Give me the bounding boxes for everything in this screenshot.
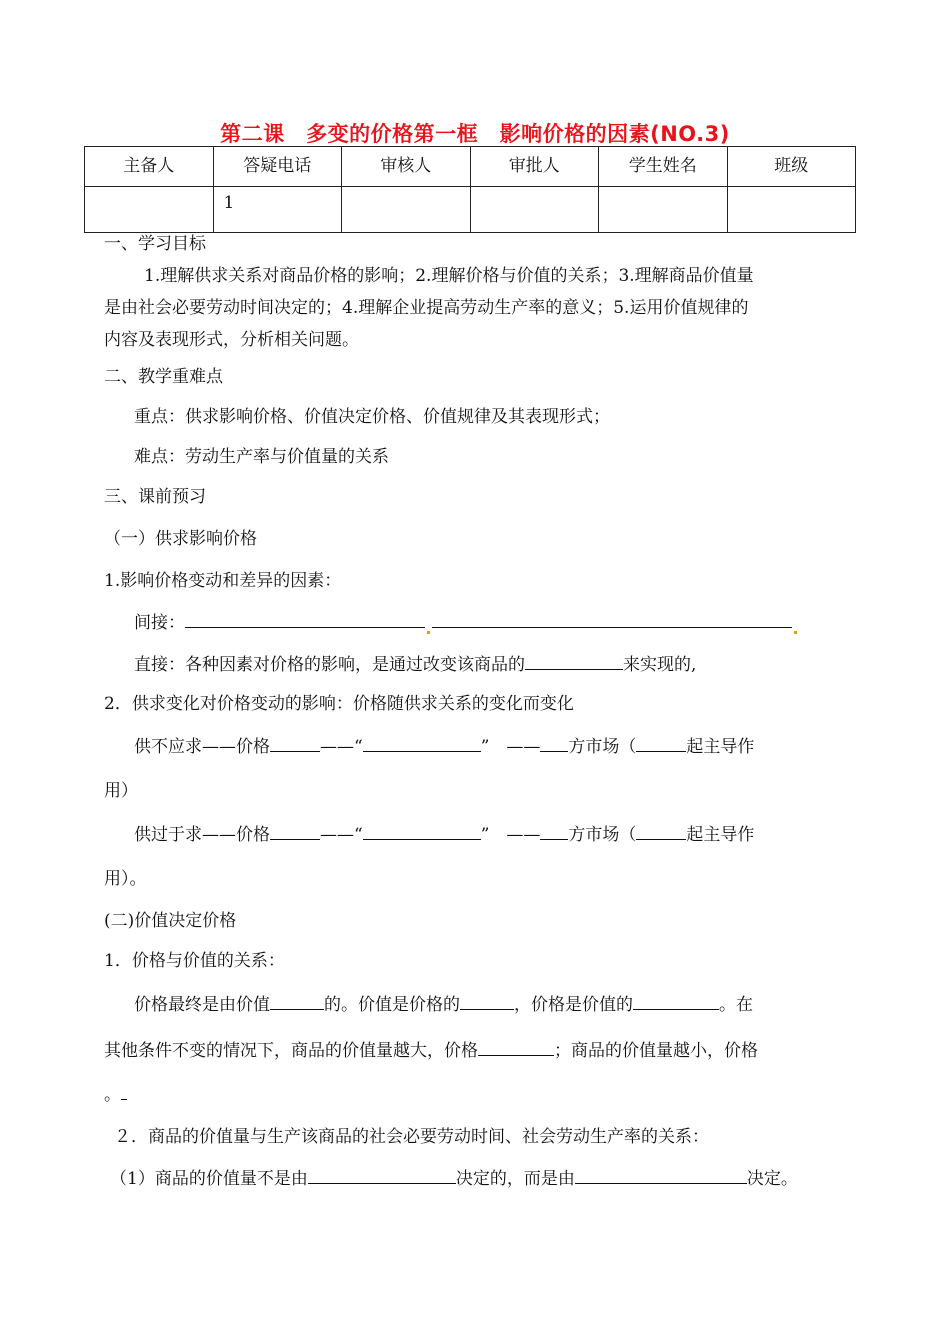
answer-blank[interactable] (540, 734, 568, 752)
price-value-line (134, 992, 753, 1016)
para-text: 。 (104, 1085, 121, 1105)
para-text: 的。价值是价格的 (324, 995, 460, 1015)
row-text: ——“ (320, 737, 363, 757)
para-text: （1）商品的价值量不是由 (110, 1169, 308, 1189)
row-text: ” —— (480, 737, 541, 757)
table-header-cell: 主备人 (85, 147, 214, 187)
table-cell (85, 187, 214, 233)
answer-blank[interactable] (185, 610, 425, 628)
section-heading-keypoints: 二、教学重难点 (104, 367, 223, 387)
table-header-cell: 学生姓名 (599, 147, 728, 187)
answer-blank[interactable] (478, 1038, 554, 1056)
para-text: 其他条件不变的情况下，商品的价值量越大，价格 (104, 1041, 478, 1061)
para-text: 。在 (719, 995, 753, 1015)
answer-blank[interactable] (363, 734, 481, 752)
table-cell (342, 187, 471, 233)
subsection-heading: （一）供求影响价格 (104, 529, 257, 549)
answer-blank[interactable] (525, 652, 623, 670)
supply-shortage-line (134, 734, 754, 758)
section-heading-goals: 一、学习目标 (104, 234, 206, 254)
answer-blank[interactable] (636, 734, 686, 752)
table-header-cell: 答疑电话 (213, 147, 342, 187)
direct-line (134, 652, 696, 676)
table-header-cell: 审核人 (342, 147, 471, 187)
answer-blank[interactable] (270, 734, 320, 752)
row-text: 方市场（ (568, 825, 637, 845)
table-header-cell: 班级 (727, 147, 856, 187)
row-continuation: 用） (104, 781, 138, 801)
key-point: 重点：供求影响价格、价值决定价格、价值规律及其表现形式； (134, 407, 610, 427)
dot-mark (794, 631, 797, 634)
page-title: 第二课 多变的价格第一框 影响价格的因素(NO.3) (220, 122, 730, 146)
price-value-line (104, 1038, 758, 1062)
answer-blank[interactable] (460, 992, 514, 1010)
table-cell (470, 187, 599, 233)
row-continuation: 用）。 (104, 869, 147, 889)
question-1: 1.影响价格变动和差异的因素： (104, 571, 342, 591)
row-text: 供不应求——价格 (134, 737, 270, 757)
answer-blank[interactable] (308, 1166, 456, 1184)
answer-blank[interactable] (540, 822, 568, 840)
para-text: 决定。 (746, 1169, 798, 1189)
supply-surplus-line (134, 822, 754, 846)
goals-paragraph-line: 1.理解供求关系对商品价格的影响；2.理解价格与价值的关系；3.理解商品价值量 (144, 266, 754, 286)
sub-question-1 (110, 1166, 798, 1190)
question-3: 1．价格与价值的关系： (104, 951, 285, 971)
question-2: 2．供求变化对价格变动的影响：价格随供求关系的变化而变化 (104, 694, 574, 714)
row-text: ” —— (480, 825, 541, 845)
answer-blank[interactable] (636, 822, 686, 840)
row-text: 起主导作 (686, 737, 755, 757)
para-text: ，价格是价值的 (514, 995, 633, 1015)
answer-blank[interactable] (432, 610, 792, 628)
indirect-line (134, 610, 799, 634)
row-text: 供过于求——价格 (134, 825, 270, 845)
table-header-cell: 审批人 (470, 147, 599, 187)
row-text: 方市场（ (568, 737, 637, 757)
answer-blank[interactable] (363, 822, 481, 840)
hard-point: 难点：劳动生产率与价值量的关系 (134, 447, 389, 467)
table-header-row (85, 147, 856, 187)
section-heading-preview: 三、课前预习 (104, 487, 206, 507)
answer-blank[interactable] (270, 992, 324, 1010)
indirect-label: 间接： (134, 613, 185, 633)
goals-paragraph-line: 内容及表现形式，分析相关问题。 (104, 330, 359, 350)
dot-mark (427, 631, 430, 634)
direct-text: 来实现的, (623, 655, 697, 675)
table-cell: 1 (213, 187, 342, 233)
direct-text: 直接：各种因素对价格的影响，是通过改变该商品的 (134, 655, 525, 675)
price-value-line (104, 1082, 127, 1106)
answer-blank[interactable] (121, 1082, 127, 1100)
answer-blank[interactable] (575, 1166, 747, 1184)
table-cell (727, 187, 856, 233)
para-text: 价格最终是由价值 (134, 995, 270, 1015)
row-text: 起主导作 (686, 825, 755, 845)
subsection-heading: (二)价值决定价格 (104, 911, 237, 931)
row-text: ——“ (320, 825, 363, 845)
answer-blank[interactable] (633, 992, 719, 1010)
para-text: ；商品的价值量越小，价格 (554, 1041, 758, 1061)
question-4: ２．商品的价值量与生产该商品的社会必要劳动时间、社会劳动生产率的关系： (114, 1127, 709, 1147)
info-table (84, 146, 856, 233)
table-cell (599, 187, 728, 233)
para-text: 决定的，而是由 (455, 1169, 575, 1189)
goals-paragraph-line: 是由社会必要劳动时间决定的；4.理解企业提高劳动生产率的意义；5.运用价值规律的 (104, 298, 749, 318)
table-value-row (85, 187, 856, 233)
answer-blank[interactable] (270, 822, 320, 840)
